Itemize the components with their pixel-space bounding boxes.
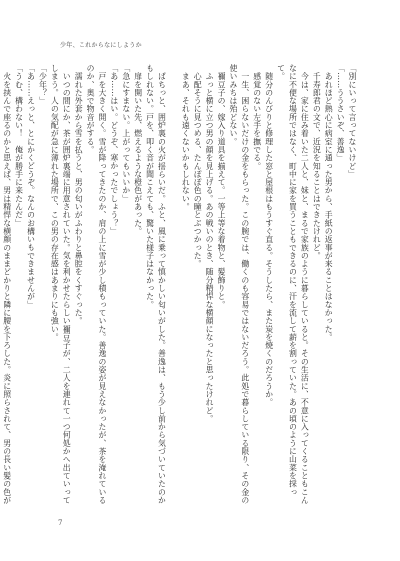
paragraph: 「あ……えっと、とにかくどうぞ。なんのお構いもできませんが」 (26, 64, 36, 309)
paragraph: 千寿郎君の文で、近況を知ることはできたけれど。 (312, 64, 322, 260)
paragraph: 「急にすまない。上がってもいいか」 (121, 64, 131, 203)
paragraph: 心配そうに見つめる、たんぽぽ色の瞳とぶつかった。 (193, 64, 203, 268)
paragraph: ふっと横に立つ男の顔を見上げる。あの戦いのとき、随分精悍な横顔になったと思ったけれど。 (205, 64, 215, 423)
paragraph: 濡れた外套から雪を払うと、男の匂いがふわりと鼻腔をくすぐった。 (74, 64, 84, 325)
paragraph: いつの間にか、茶が囲炉裏端に用意されていた。気を利かせたらしい禰豆子が、二人を連れて一つ何処かへ出ていってしまう。人の気配が急に薄れた場所で、この男の存在感はあまりにも強い。 (50, 64, 72, 505)
paragraph: 禰豆子の、嫁入り道具を揃えて。一等上等な着物と、髪飾りと。 (217, 64, 227, 309)
page-number: 7 (58, 519, 63, 527)
paragraph: 「……ううさいぞ、善逸」 (336, 64, 346, 162)
running-header: 少年、これからなにしようか (60, 42, 142, 49)
section-gap (168, 64, 180, 512)
paragraph: 扉を開いた先、燃えるような橙色があった。 (133, 64, 143, 236)
paragraph: 「少年？」 (38, 64, 48, 105)
paragraph: 感覚のない左手を撫でる。 (252, 64, 262, 170)
paragraph: ぱちっと、囲炉裏の火が揺らいだ。ふと、風に乗って慎かしい匂いがした。善逸は、もう少し前から気づいていたのかもしれない。戸を、叩く音が聞こえても、驚いた様子はなかった。 (145, 64, 167, 505)
paragraph: 火を挟んで座るのかと思えば、男は精悍な横顔のままどかりと隣に腰を下ろした。炎に照らされて、男の長い髪の色が (2, 72, 12, 505)
paragraph: 今は、家に住み着いた二人と、妹と、まるで家族のように暮らしていると。その生活に、不意に入ってくることもこんなに不便な場所ではなく、町中に家を買うこともできるのに、汗を流して薪を割っていた。あの頃のように山菜を採って。 (276, 64, 310, 505)
body-text (2, 64, 358, 512)
paragraph: 一生、困らないだけの金をもらった。この腕では、働くのも容易ではないだろう。此処で暮らしている限り、その金の使いみちは殆どない。 (228, 64, 250, 505)
paragraph: まあ、それも遠くないかもしれない。 (181, 64, 191, 211)
paragraph: 「うむ、構わない！ 俺が勝手に来たんだ」 (14, 64, 24, 227)
paragraph: あれほど熱心に病室に通った男から、手紙の返事が来ることはなかった。 (324, 64, 334, 342)
paragraph: 「別にいって言ってないけど」 (348, 64, 357, 179)
paragraph: 「あ……はい。どうぞ、寒かったでしょう？」 (109, 64, 119, 236)
paragraph: 随分のんびりと修理した窓と屋根はもうすぐ直る。そうしたら、また炭を焼くのだろうか。 (264, 64, 274, 407)
paragraph: 戸を大きく開く。雪が降ってきたのか、肩の上に雪が少し積もっていた。善逸の姿が見えなかったが、茶を淹れているのか、奥で物音がする。 (86, 64, 107, 505)
